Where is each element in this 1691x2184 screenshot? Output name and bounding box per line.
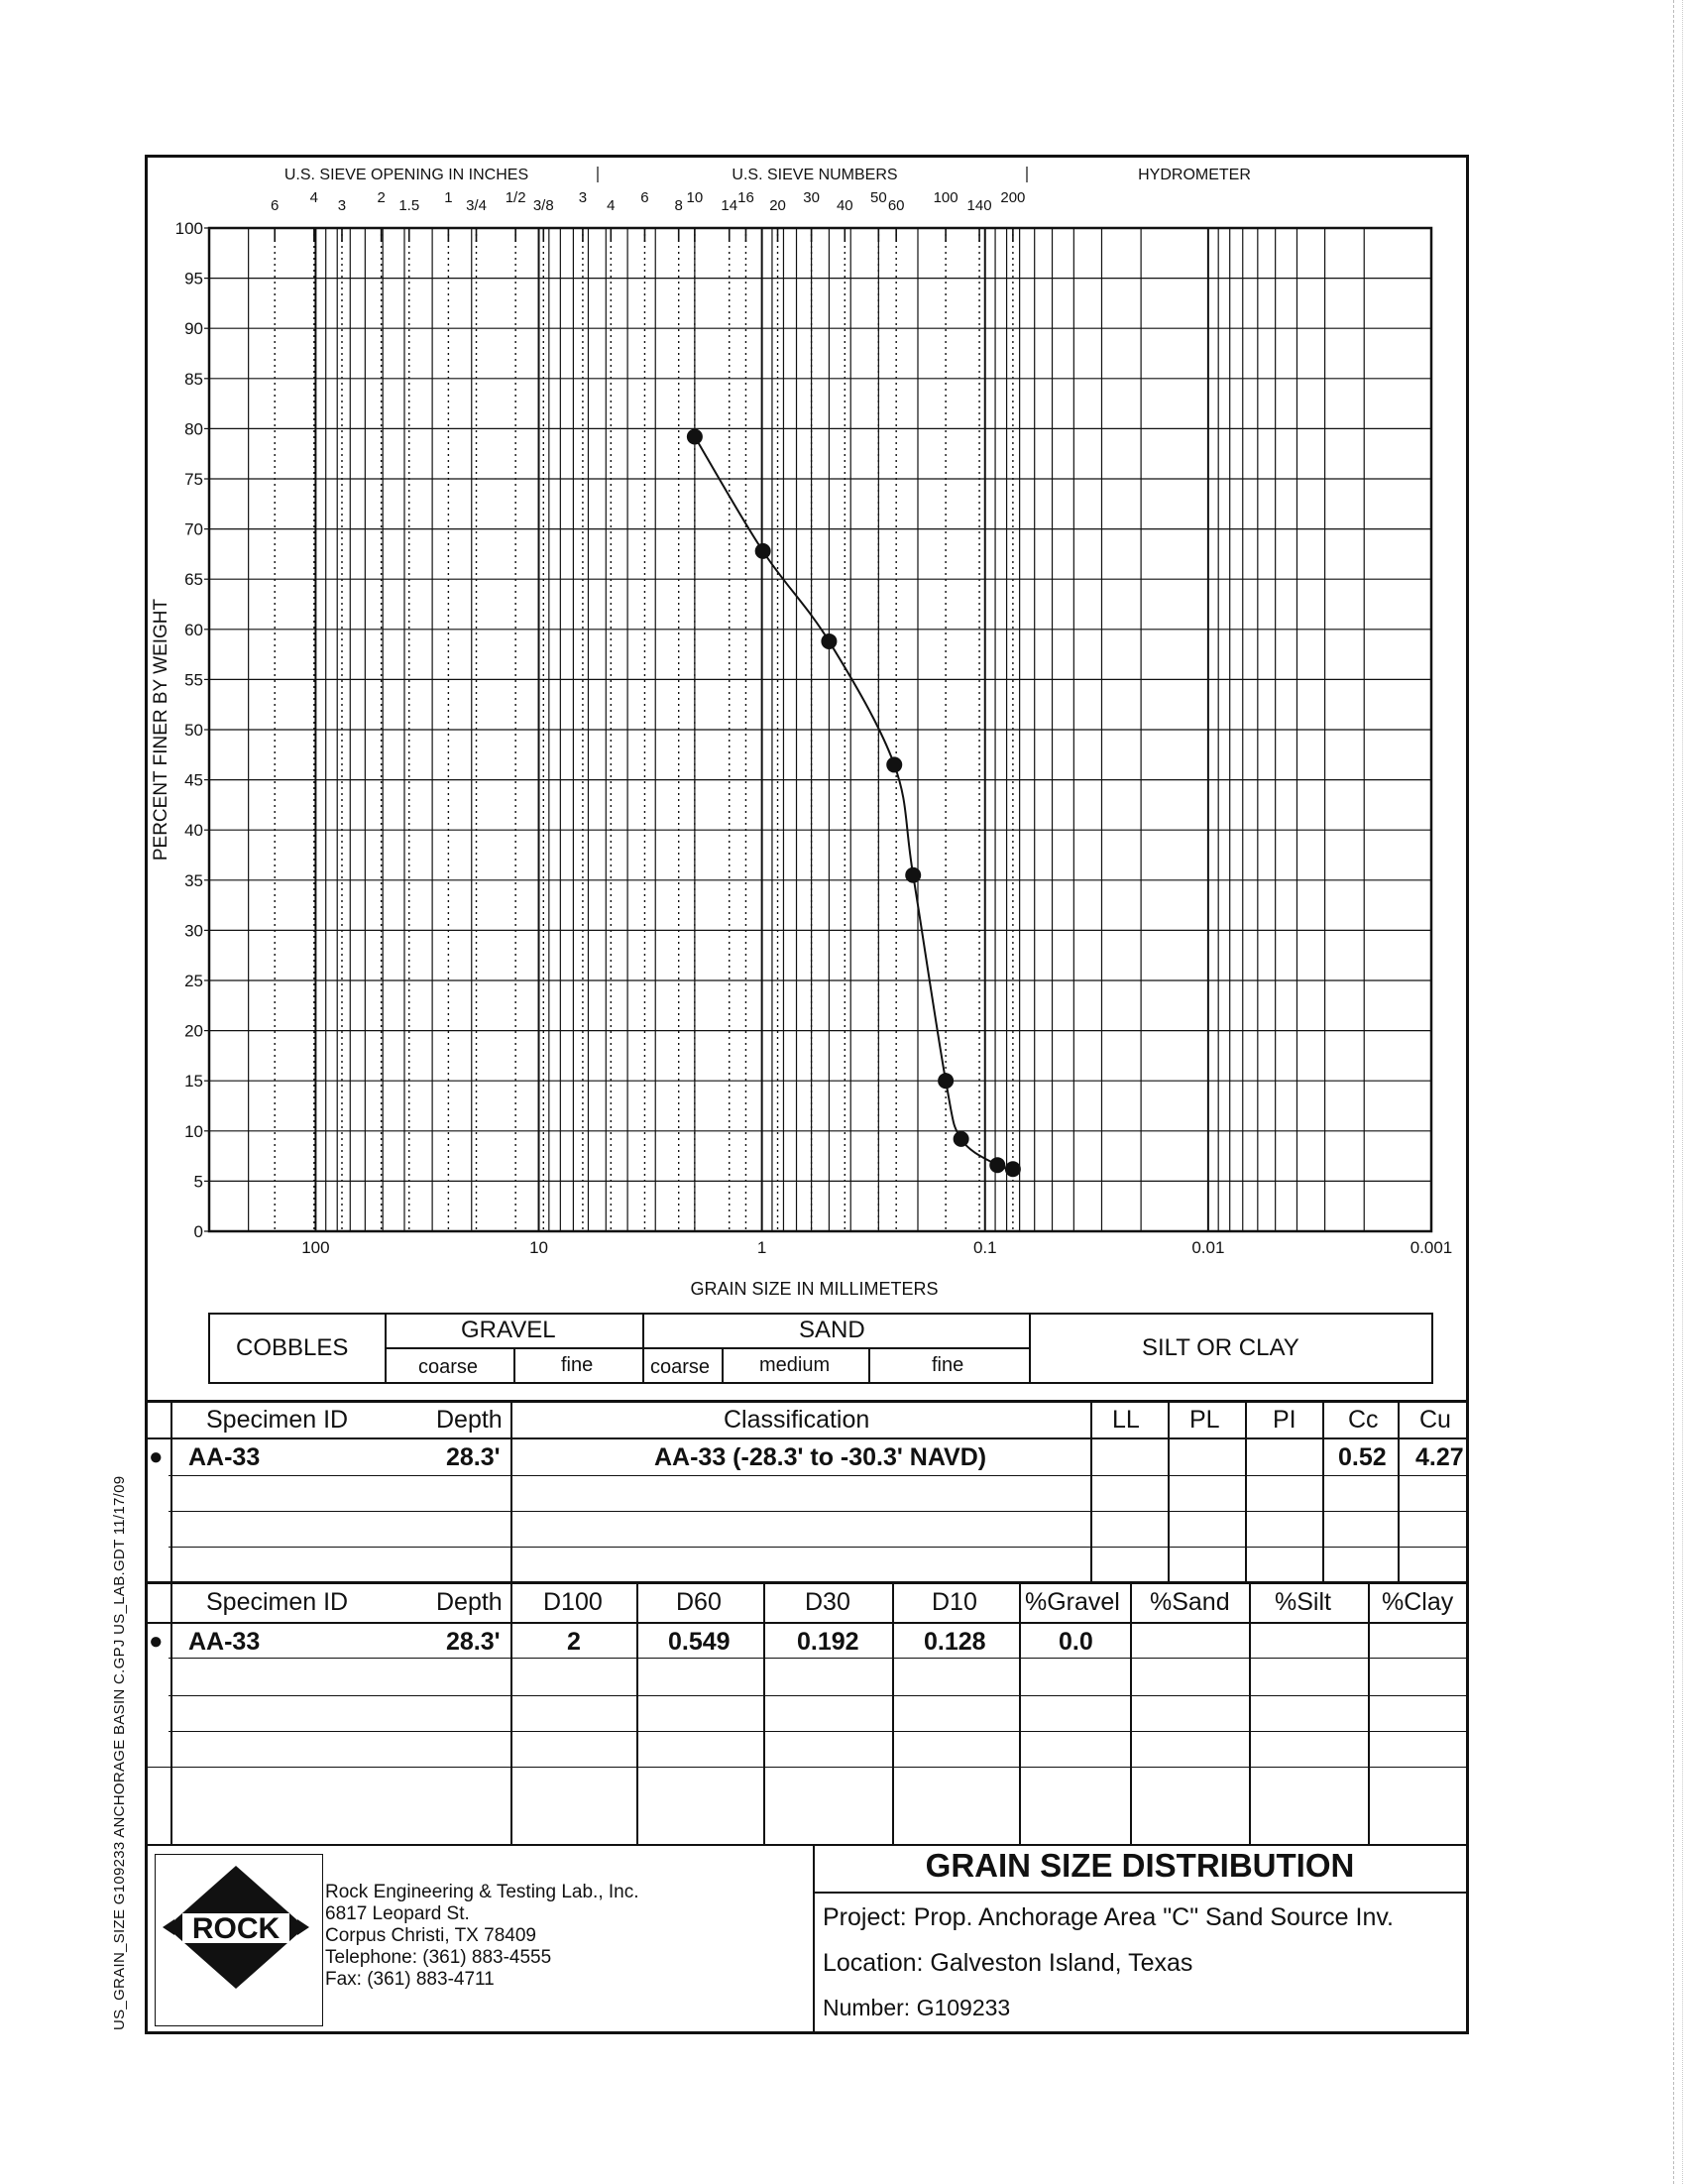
sieve-label: 20	[769, 197, 786, 214]
sieve-label: 6	[640, 189, 649, 206]
d10-value: 0.128	[924, 1628, 986, 1656]
sieve-label: 8	[674, 197, 683, 214]
header-gravel-pct: %Gravel	[1025, 1588, 1120, 1616]
y-tick-label: 35	[184, 870, 203, 890]
y-tick-label: 45	[184, 770, 203, 790]
y-tick-label: 40	[184, 821, 203, 841]
d30-value: 0.192	[797, 1628, 859, 1656]
gravel-fine-label: fine	[561, 1354, 594, 1376]
data-point	[687, 428, 703, 444]
sieve-label: 60	[887, 197, 905, 214]
report-title: GRAIN SIZE DISTRIBUTION	[925, 1847, 1355, 1884]
cu-value: 4.27	[1415, 1443, 1464, 1471]
data-point	[1005, 1161, 1021, 1177]
sieve-label: 1/2	[505, 189, 526, 206]
sand-fine-label: fine	[932, 1354, 964, 1376]
header2-specimen-id: Specimen ID	[206, 1588, 349, 1616]
x-tick-label: 0.01	[1191, 1238, 1225, 1257]
company-phone: Telephone: (361) 883-4555	[325, 1947, 552, 1968]
scan-edge-line	[1673, 0, 1674, 2184]
cc-value: 0.52	[1338, 1443, 1387, 1471]
sieve-label: 2	[377, 189, 386, 206]
scan-edge-line-2	[1682, 0, 1683, 2184]
header-d10: D10	[932, 1588, 977, 1616]
sieve-label: 140	[966, 197, 992, 214]
gradation-curve	[695, 436, 1013, 1169]
y-tick-label: 90	[184, 319, 203, 339]
sieve-label: 40	[836, 197, 853, 214]
sieve-label: 30	[803, 189, 820, 206]
header-d60: D60	[676, 1588, 722, 1616]
sieve-label: 16	[737, 189, 754, 206]
data-point	[821, 633, 837, 649]
data-point	[954, 1131, 969, 1147]
d100-value: 2	[567, 1628, 581, 1656]
sand-label: SAND	[799, 1317, 865, 1343]
header-ll: LL	[1112, 1406, 1140, 1434]
sieve-label: 10	[686, 189, 704, 206]
data-point	[938, 1073, 954, 1089]
specimen2-id: AA-33	[188, 1628, 261, 1656]
y-tick-label: 55	[184, 670, 203, 690]
y-tick-label: 20	[184, 1021, 203, 1041]
sand-coarse-label: coarse	[650, 1356, 711, 1378]
data-point	[755, 543, 771, 559]
d60-value: 0.549	[668, 1628, 731, 1656]
header-depth: Depth	[436, 1406, 503, 1434]
top-header-label: U.S. SIEVE OPENING IN INCHES	[283, 167, 529, 183]
x-tick-label: 1	[756, 1238, 767, 1257]
sieve-label: 3/4	[466, 197, 487, 214]
y-tick-label: 70	[184, 519, 203, 539]
location-line: Location: Galveston Island, Texas	[823, 1949, 1193, 1977]
sieve-label: 14	[721, 197, 738, 214]
header-silt-pct: %Silt	[1275, 1588, 1331, 1616]
sand-medium-label: medium	[759, 1354, 831, 1376]
sieve-label: 3	[337, 197, 347, 214]
sieve-label: 6	[271, 197, 280, 214]
header-classification: Classification	[724, 1406, 870, 1434]
sieve-label: 50	[870, 189, 887, 206]
header-pi: PI	[1273, 1406, 1296, 1434]
y-tick-label: 10	[184, 1121, 203, 1141]
row2-marker: ●	[149, 1628, 164, 1655]
svg-text:ROCK: ROCK	[191, 1912, 281, 1945]
depth-value: 28.3'	[446, 1443, 501, 1471]
y-tick-label: 65	[184, 570, 203, 590]
top-header-label: U.S. SIEVE NUMBERS	[732, 167, 898, 183]
y-axis-label: PERCENT FINER BY WEIGHT	[151, 598, 171, 862]
data-point	[905, 867, 921, 883]
y-tick-label: 0	[193, 1222, 203, 1241]
rock-logo	[157, 1858, 315, 1997]
header-d30: D30	[805, 1588, 850, 1616]
x-axis-label: GRAIN SIZE IN MILLIMETERS	[690, 1279, 939, 1299]
depth2-value: 28.3'	[446, 1628, 501, 1656]
cobbles-label: COBBLES	[236, 1334, 349, 1361]
y-tick-label: 80	[184, 419, 203, 439]
y-tick-label: 60	[184, 620, 203, 639]
company-address	[325, 1882, 639, 1991]
data-point	[886, 756, 902, 772]
silt-clay-label: SILT OR CLAY	[1142, 1334, 1299, 1361]
header-cc: Cc	[1348, 1406, 1379, 1434]
y-tick-label: 30	[184, 921, 203, 941]
x-tick-label: 10	[529, 1238, 548, 1257]
company-street: 6817 Leopard St.	[325, 1903, 470, 1924]
header2-depth: Depth	[436, 1588, 503, 1616]
company-city: Corpus Christi, TX 78409	[325, 1925, 536, 1946]
sieve-label: 100	[933, 189, 958, 206]
company-name: Rock Engineering & Testing Lab., Inc.	[325, 1882, 639, 1902]
gravel-pct-value: 0.0	[1059, 1628, 1093, 1656]
y-tick-label: 100	[174, 219, 203, 238]
y-tick-label: 15	[184, 1072, 203, 1092]
gravel-coarse-label: coarse	[418, 1356, 479, 1378]
y-tick-label: 95	[184, 269, 203, 288]
x-tick-label: 0.1	[972, 1238, 997, 1257]
header-sand-pct: %Sand	[1150, 1588, 1230, 1616]
x-tick-label: 100	[301, 1238, 330, 1257]
y-tick-label: 25	[184, 972, 203, 990]
x-tick-label: 0.001	[1409, 1238, 1453, 1257]
file-reference-label: US_GRAIN_SIZE G109233 ANCHORAGE BASIN C.GPJ US_LAB.GDT 11/17/09	[111, 1475, 128, 2030]
company-fax: Fax: (361) 883-4711	[325, 1969, 495, 1990]
header-pl: PL	[1189, 1406, 1220, 1434]
header-cu: Cu	[1419, 1406, 1451, 1434]
header-clay-pct: %Clay	[1382, 1588, 1454, 1616]
row-marker: ●	[149, 1443, 164, 1470]
classification-value: AA-33 (-28.3' to -30.3' NAVD)	[654, 1443, 987, 1471]
y-tick-label: 5	[193, 1172, 203, 1192]
y-tick-label: 50	[184, 721, 203, 740]
top-header-label: HYDROMETER	[1138, 167, 1251, 183]
y-tick-label: 85	[184, 369, 203, 389]
sieve-label: 4	[309, 189, 319, 206]
gravel-label: GRAVEL	[461, 1317, 556, 1343]
data-point	[989, 1157, 1005, 1173]
sieve-label: 1	[444, 189, 453, 206]
sieve-label: 3	[578, 189, 588, 206]
sieve-label: 3/8	[532, 197, 554, 214]
sieve-label: 4	[607, 197, 616, 214]
number-line: Number: G109233	[823, 1995, 1011, 2020]
specimen-id: AA-33	[188, 1443, 261, 1471]
sieve-label: 1.5	[398, 197, 420, 214]
header-specimen-id: Specimen ID	[206, 1406, 349, 1434]
project-line: Project: Prop. Anchorage Area "C" Sand Source Inv.	[823, 1903, 1394, 1931]
y-tick-label: 75	[184, 470, 203, 489]
header-d100: D100	[543, 1588, 603, 1616]
sieve-label: 200	[1000, 189, 1026, 206]
